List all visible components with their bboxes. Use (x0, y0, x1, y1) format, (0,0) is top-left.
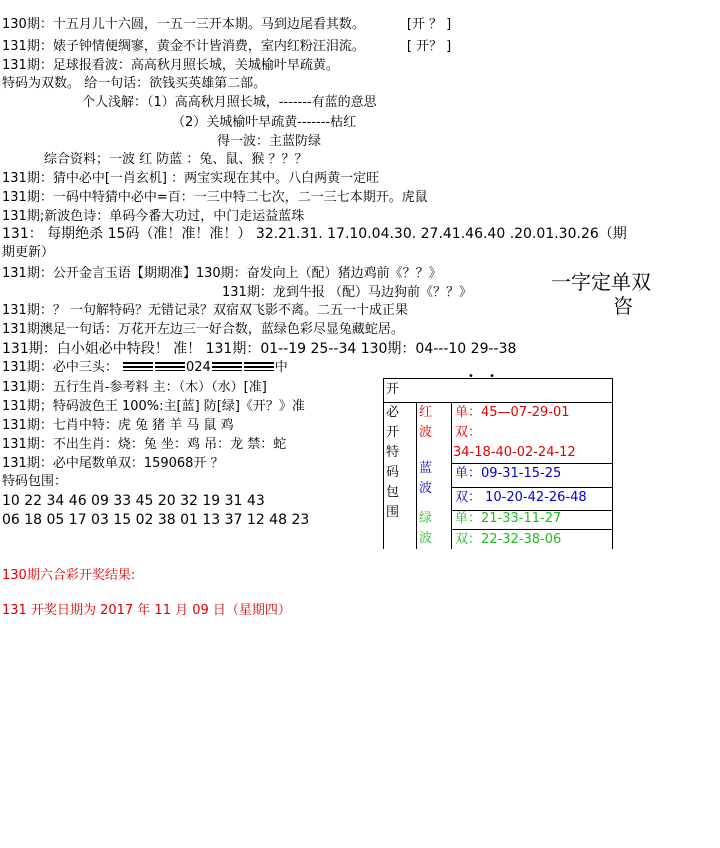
line-personal-note-1: 个人浅解：（1）高高秋月照长城，-------有蓝的意思 (82, 95, 377, 110)
line-code-numbers-2: 06 18 05 17 03 15 02 38 01 13 37 12 48 23 (2, 512, 310, 528)
line-even-number: 特码为双数。 给一句话：欲钱买英雄第二部。 (2, 76, 267, 91)
vchar: 围 (386, 505, 400, 520)
line-kill-15-cont: 期更新） (2, 245, 55, 260)
three-heads-value: 024 (185, 360, 211, 375)
red-wave-label (417, 403, 452, 466)
line-text: 130期：十五月儿十六圆，一五一三开本期。马到边尾看其数。 (2, 17, 365, 32)
line-golden-words: 131期：公开金言玉语【期期准】130期：奋发向上（配）猪边鸡前《？？》 (2, 266, 442, 281)
line-kill-15: 131： 每期绝杀 15码（准！准！准！） 32.21.31. 17.10.04.30. 27.41.46.40 .20.01.30.26（期 (2, 226, 627, 242)
vchar: 蓝 (419, 461, 433, 476)
draw-date: 131 开奖日期为 2017 年 11 月 09 日（星期四） (2, 603, 291, 618)
line-bracket: [开 ？ ] (406, 17, 452, 32)
vchar: 码 (386, 465, 400, 480)
line-personal-note-2: （2）关城榆叶早疏黄-------枯红 (172, 115, 357, 130)
vchar: 波 (419, 425, 433, 440)
box-header (384, 379, 612, 403)
bars-right (211, 359, 275, 376)
green-double: 双：22-32-38-06 (455, 532, 562, 547)
line-summary: 综合资料；一波 红 防蓝 ：兔、鼠、猴 ？？？ (44, 152, 308, 167)
line-seven-zodiacs: 131期：七肖中特：虎 兔 猪 羊 马 鼠 鸡 (2, 418, 234, 433)
line-football-wave: 131期：足球报看波：高高秋月照长城，关城榆叶早疏黄。 (2, 58, 339, 73)
red-double: 34-18-40-02-24-12 (453, 445, 576, 460)
decor-dots: • • (468, 371, 501, 382)
line-one-sentence: 131期：？ 一句解特码？无错记录？双宿双飞影不离。二五一十成正果 (2, 303, 408, 318)
line-bracket: [ 开？ ] (406, 39, 452, 54)
vchar: 必 (386, 405, 400, 420)
line-wave-king: 131期；特码波色王 100%:主[蓝] 防[绿]《开？》准 (2, 399, 305, 414)
green-single: 单：21-33-11-27 (455, 511, 562, 526)
vchar: 包 (386, 485, 400, 500)
box-vertical-label (384, 403, 417, 549)
blue-wave-single (452, 464, 612, 488)
special-code-box (383, 378, 613, 549)
line-special-segment: 131期：白小姐必中特段！ 准！ 131期：01--19 25--34 130期：04---10 29--38 (2, 341, 517, 357)
bars-left (122, 359, 186, 376)
vchar: 开 (386, 425, 400, 440)
headline-odd-even: 一字定单双 (551, 270, 651, 294)
line-text-end: 中 (274, 360, 288, 375)
line-special-code: 131期：一码中特猜中必中=百：一三中特二七次，二一三七本期开。虎鼠 (2, 190, 428, 205)
line-code-label: 特码包围： (2, 474, 68, 489)
line-text: 131期：必中三头： (2, 360, 118, 375)
line-golden-words-2: 131期：龙到牛报 （配）马边狗前《？？》 (222, 285, 472, 300)
red-single: 单：45—07-29-01 (455, 405, 570, 420)
line-code-numbers-1: 10 22 34 46 09 33 45 20 32 19 31 43 (2, 493, 265, 509)
line-wave-result: 得一波：主蓝防绿 (217, 134, 322, 149)
green-wave-double (452, 530, 612, 549)
vchar: 红 (419, 405, 433, 420)
line-wave-poem: 131期;新波色诗：单码今番大功过，中门走运益蓝珠 (2, 209, 305, 224)
vchar: 波 (419, 481, 433, 496)
line-excluded-zodiacs: 131期：不出生肖：烧：兔 坐：鸡 吊：龙 禁：蛇 (2, 437, 287, 452)
line-five-elements: 131期：五行生肖-参考料 主：（木）（水）[准] (2, 380, 267, 395)
red-wave-numbers (452, 403, 612, 464)
blue-double: 双： 10-20-42-26-48 (455, 490, 587, 505)
line-zodiac-hint: 131期：猜中必中[一肖玄机] ：两宝实现在其中。八白两黄一定旺 (2, 171, 380, 186)
line-macau-sentence: 131期澳足一句话：万花开左边三一好合数，蓝绿色彩尽显兔藏蛇居。 (2, 322, 404, 337)
vchar: 绿 (419, 511, 433, 526)
line-three-heads (2, 359, 288, 376)
line-131-riddle (2, 38, 451, 55)
line-tail-number: 131期：必中尾数单双：159068开 ？ (2, 456, 224, 471)
red-double-label: 双： (455, 425, 482, 440)
blue-single: 单：09-31-15-25 (455, 466, 562, 481)
green-wave-single (452, 509, 612, 530)
line-130-riddle (2, 16, 451, 33)
blue-wave-label (417, 459, 452, 511)
vchar: 波 (419, 531, 433, 546)
line-text: 131期：婊子钟情便绸寥，黄金不计皆消费，室内红粉汪泪流。 (2, 39, 365, 54)
headline-consult: 咨 (613, 294, 633, 318)
result-heading: 130期六合彩开奖结果: (2, 568, 136, 583)
box-header-text: 开 (386, 382, 400, 397)
green-wave-label (417, 509, 452, 549)
blue-wave-double (452, 487, 612, 511)
vchar: 特 (386, 445, 400, 460)
